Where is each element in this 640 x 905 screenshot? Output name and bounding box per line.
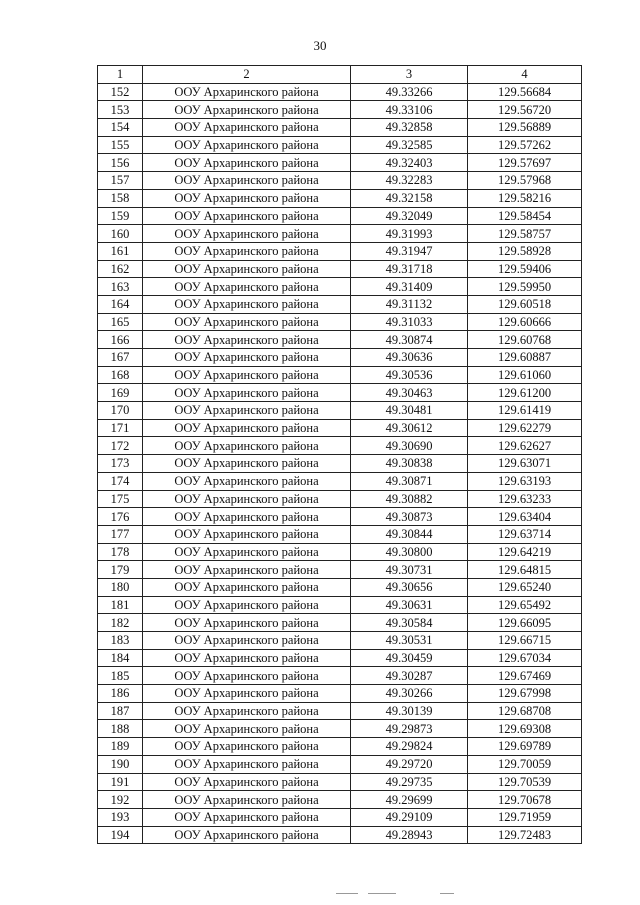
cell-name: ООУ Архаринского района — [143, 455, 351, 473]
cell-name: ООУ Архаринского района — [143, 561, 351, 579]
cell-number: 172 — [98, 437, 143, 455]
table-row — [98, 136, 582, 154]
cell-name: ООУ Архаринского района — [143, 349, 351, 367]
cell-name: ООУ Архаринского района — [143, 313, 351, 331]
cell-latitude: 49.32283 — [351, 172, 468, 190]
table-row — [98, 472, 582, 490]
table-row — [98, 773, 582, 791]
cell-longitude: 129.60887 — [468, 349, 582, 367]
table-row — [98, 295, 582, 313]
cell-longitude: 129.70678 — [468, 791, 582, 809]
table-row — [98, 525, 582, 543]
table-row — [98, 791, 582, 809]
cell-longitude: 129.69789 — [468, 738, 582, 756]
cell-name: ООУ Архаринского района — [143, 83, 351, 101]
cell-longitude: 129.62279 — [468, 419, 582, 437]
cell-latitude: 49.32049 — [351, 207, 468, 225]
cell-longitude: 129.58757 — [468, 225, 582, 243]
table-row — [98, 189, 582, 207]
cell-number: 157 — [98, 172, 143, 190]
cell-latitude: 49.32158 — [351, 189, 468, 207]
table-row — [98, 101, 582, 119]
cell-name: ООУ Архаринского района — [143, 667, 351, 685]
cell-latitude: 49.30631 — [351, 596, 468, 614]
cell-longitude: 129.63714 — [468, 525, 582, 543]
page-number: 30 — [313, 38, 327, 53]
table-header — [98, 66, 582, 84]
table-row — [98, 720, 582, 738]
cell-name: ООУ Архаринского района — [143, 402, 351, 420]
cell-name: ООУ Архаринского района — [143, 773, 351, 791]
table-row — [98, 578, 582, 596]
cell-latitude: 49.30287 — [351, 667, 468, 685]
table-row — [98, 119, 582, 137]
table-row — [98, 83, 582, 101]
cell-longitude: 129.57697 — [468, 154, 582, 172]
cell-name: ООУ Архаринского района — [143, 685, 351, 703]
cell-longitude: 129.60768 — [468, 331, 582, 349]
cell-number: 182 — [98, 614, 143, 632]
cell-number: 189 — [98, 738, 143, 756]
cell-name: ООУ Архаринского района — [143, 331, 351, 349]
cell-latitude: 49.30873 — [351, 508, 468, 526]
cell-latitude: 49.31033 — [351, 313, 468, 331]
cell-latitude: 49.30690 — [351, 437, 468, 455]
cell-longitude: 129.71959 — [468, 808, 582, 826]
cell-number: 191 — [98, 773, 143, 791]
cell-longitude: 129.56684 — [468, 83, 582, 101]
cell-name: ООУ Архаринского района — [143, 154, 351, 172]
cell-number: 175 — [98, 490, 143, 508]
cell-name: ООУ Архаринского района — [143, 437, 351, 455]
cell-longitude: 129.60666 — [468, 313, 582, 331]
cell-latitude: 49.30844 — [351, 525, 468, 543]
cell-number: 166 — [98, 331, 143, 349]
cell-number: 188 — [98, 720, 143, 738]
cell-name: ООУ Архаринского района — [143, 260, 351, 278]
cell-name: ООУ Архаринского района — [143, 791, 351, 809]
cell-latitude: 49.31947 — [351, 242, 468, 260]
table-row — [98, 632, 582, 650]
cell-name: ООУ Архаринского района — [143, 525, 351, 543]
table-row — [98, 313, 582, 331]
cell-name: ООУ Архаринского района — [143, 384, 351, 402]
cell-latitude: 49.29720 — [351, 755, 468, 773]
cell-latitude: 49.30536 — [351, 366, 468, 384]
cell-number: 161 — [98, 242, 143, 260]
cell-name: ООУ Архаринского района — [143, 207, 351, 225]
cell-name: ООУ Архаринского района — [143, 419, 351, 437]
table-row — [98, 366, 582, 384]
cell-longitude: 129.65492 — [468, 596, 582, 614]
cell-number: 160 — [98, 225, 143, 243]
table-row — [98, 826, 582, 844]
cell-latitude: 49.30800 — [351, 543, 468, 561]
cell-longitude: 129.63071 — [468, 455, 582, 473]
table-row — [98, 349, 582, 367]
cell-longitude: 129.67469 — [468, 667, 582, 685]
cell-latitude: 49.30481 — [351, 402, 468, 420]
cell-number: 152 — [98, 83, 143, 101]
cell-number: 192 — [98, 791, 143, 809]
cell-latitude: 49.32403 — [351, 154, 468, 172]
table-row — [98, 738, 582, 756]
cell-name: ООУ Архаринского района — [143, 366, 351, 384]
cell-number: 174 — [98, 472, 143, 490]
cell-number: 156 — [98, 154, 143, 172]
table-row — [98, 649, 582, 667]
cell-number: 194 — [98, 826, 143, 844]
cell-number: 162 — [98, 260, 143, 278]
cell-number: 193 — [98, 808, 143, 826]
cell-number: 169 — [98, 384, 143, 402]
cell-longitude: 129.64815 — [468, 561, 582, 579]
cell-latitude: 49.33266 — [351, 83, 468, 101]
cell-number: 164 — [98, 295, 143, 313]
cell-name: ООУ Архаринского района — [143, 278, 351, 296]
cell-number: 171 — [98, 419, 143, 437]
cell-number: 185 — [98, 667, 143, 685]
cell-latitude: 49.31132 — [351, 295, 468, 313]
cell-latitude: 49.32858 — [351, 119, 468, 137]
cell-number: 181 — [98, 596, 143, 614]
cell-latitude: 49.29699 — [351, 791, 468, 809]
table-row — [98, 225, 582, 243]
cell-name: ООУ Архаринского района — [143, 101, 351, 119]
footer-mark — [368, 893, 396, 894]
table-row — [98, 419, 582, 437]
cell-number: 159 — [98, 207, 143, 225]
cell-longitude: 129.61060 — [468, 366, 582, 384]
cell-number: 179 — [98, 561, 143, 579]
table-row — [98, 260, 582, 278]
cell-latitude: 49.29873 — [351, 720, 468, 738]
cell-number: 163 — [98, 278, 143, 296]
cell-longitude: 129.63404 — [468, 508, 582, 526]
table-row — [98, 402, 582, 420]
cell-name: ООУ Архаринского района — [143, 720, 351, 738]
cell-latitude: 49.33106 — [351, 101, 468, 119]
cell-number: 176 — [98, 508, 143, 526]
table-row — [98, 614, 582, 632]
cell-longitude: 129.70539 — [468, 773, 582, 791]
table-row — [98, 543, 582, 561]
cell-longitude: 129.59406 — [468, 260, 582, 278]
cell-latitude: 49.31409 — [351, 278, 468, 296]
table-row — [98, 702, 582, 720]
column-header-name: 2 — [143, 66, 351, 84]
cell-number: 173 — [98, 455, 143, 473]
cell-name: ООУ Архаринского района — [143, 172, 351, 190]
cell-latitude: 49.28943 — [351, 826, 468, 844]
cell-name: ООУ Архаринского района — [143, 826, 351, 844]
table-row — [98, 331, 582, 349]
table-row — [98, 561, 582, 579]
table-row — [98, 667, 582, 685]
cell-longitude: 129.61200 — [468, 384, 582, 402]
table-row — [98, 437, 582, 455]
cell-longitude: 129.68708 — [468, 702, 582, 720]
cell-latitude: 49.30874 — [351, 331, 468, 349]
cell-name: ООУ Архаринского района — [143, 632, 351, 650]
cell-latitude: 49.30459 — [351, 649, 468, 667]
cell-latitude: 49.30266 — [351, 685, 468, 703]
cell-latitude: 49.30584 — [351, 614, 468, 632]
cell-name: ООУ Архаринского района — [143, 508, 351, 526]
cell-number: 183 — [98, 632, 143, 650]
cell-number: 178 — [98, 543, 143, 561]
table-row — [98, 278, 582, 296]
cell-longitude: 129.66715 — [468, 632, 582, 650]
cell-latitude: 49.30612 — [351, 419, 468, 437]
cell-longitude: 129.63193 — [468, 472, 582, 490]
cell-name: ООУ Архаринского района — [143, 543, 351, 561]
cell-number: 177 — [98, 525, 143, 543]
cell-longitude: 129.57968 — [468, 172, 582, 190]
cell-name: ООУ Архаринского района — [143, 614, 351, 632]
cell-number: 158 — [98, 189, 143, 207]
cell-number: 155 — [98, 136, 143, 154]
coordinates-table — [97, 65, 582, 844]
cell-longitude: 129.65240 — [468, 578, 582, 596]
cell-latitude: 49.30731 — [351, 561, 468, 579]
cell-number: 154 — [98, 119, 143, 137]
column-header-number: 1 — [98, 66, 143, 84]
cell-name: ООУ Архаринского района — [143, 755, 351, 773]
cell-longitude: 129.64219 — [468, 543, 582, 561]
table-row — [98, 596, 582, 614]
table-row — [98, 755, 582, 773]
cell-number: 186 — [98, 685, 143, 703]
cell-name: ООУ Архаринского района — [143, 295, 351, 313]
table-body — [98, 83, 582, 844]
table-row — [98, 685, 582, 703]
column-header-longitude: 4 — [468, 66, 582, 84]
cell-longitude: 129.66095 — [468, 614, 582, 632]
cell-name: ООУ Архаринского района — [143, 578, 351, 596]
cell-longitude: 129.62627 — [468, 437, 582, 455]
table-row — [98, 508, 582, 526]
table-row — [98, 242, 582, 260]
cell-number: 187 — [98, 702, 143, 720]
table-row — [98, 207, 582, 225]
cell-number: 170 — [98, 402, 143, 420]
cell-number: 153 — [98, 101, 143, 119]
cell-name: ООУ Архаринского района — [143, 136, 351, 154]
cell-longitude: 129.70059 — [468, 755, 582, 773]
cell-longitude: 129.58928 — [468, 242, 582, 260]
table-row — [98, 490, 582, 508]
cell-longitude: 129.67034 — [468, 649, 582, 667]
table-row — [98, 808, 582, 826]
column-header-latitude: 3 — [351, 66, 468, 84]
cell-latitude: 49.30838 — [351, 455, 468, 473]
cell-name: ООУ Архаринского района — [143, 702, 351, 720]
cell-name: ООУ Архаринского района — [143, 738, 351, 756]
cell-latitude: 49.29109 — [351, 808, 468, 826]
footer-mark — [336, 893, 358, 894]
cell-longitude: 129.58216 — [468, 189, 582, 207]
cell-name: ООУ Архаринского района — [143, 242, 351, 260]
cell-longitude: 129.63233 — [468, 490, 582, 508]
cell-latitude: 49.30871 — [351, 472, 468, 490]
cell-latitude: 49.30139 — [351, 702, 468, 720]
cell-longitude: 129.59950 — [468, 278, 582, 296]
footer-mark — [440, 893, 454, 894]
cell-latitude: 49.30882 — [351, 490, 468, 508]
cell-latitude: 49.30531 — [351, 632, 468, 650]
cell-number: 165 — [98, 313, 143, 331]
cell-latitude: 49.30656 — [351, 578, 468, 596]
cell-longitude: 129.69308 — [468, 720, 582, 738]
cell-latitude: 49.29735 — [351, 773, 468, 791]
cell-latitude: 49.31718 — [351, 260, 468, 278]
cell-longitude: 129.67998 — [468, 685, 582, 703]
cell-name: ООУ Архаринского района — [143, 472, 351, 490]
cell-latitude: 49.30636 — [351, 349, 468, 367]
cell-latitude: 49.32585 — [351, 136, 468, 154]
table-row — [98, 172, 582, 190]
cell-longitude: 129.57262 — [468, 136, 582, 154]
cell-name: ООУ Архаринского района — [143, 808, 351, 826]
cell-number: 190 — [98, 755, 143, 773]
cell-latitude: 49.31993 — [351, 225, 468, 243]
table-row — [98, 384, 582, 402]
cell-longitude: 129.56720 — [468, 101, 582, 119]
cell-name: ООУ Архаринского района — [143, 189, 351, 207]
cell-number: 180 — [98, 578, 143, 596]
cell-longitude: 129.60518 — [468, 295, 582, 313]
cell-latitude: 49.29824 — [351, 738, 468, 756]
cell-name: ООУ Архаринского района — [143, 119, 351, 137]
cell-name: ООУ Архаринского района — [143, 596, 351, 614]
cell-longitude: 129.58454 — [468, 207, 582, 225]
table-row — [98, 455, 582, 473]
cell-name: ООУ Архаринского района — [143, 225, 351, 243]
cell-number: 168 — [98, 366, 143, 384]
cell-longitude: 129.56889 — [468, 119, 582, 137]
header-row — [98, 66, 582, 84]
cell-longitude: 129.61419 — [468, 402, 582, 420]
cell-number: 184 — [98, 649, 143, 667]
cell-number: 167 — [98, 349, 143, 367]
cell-name: ООУ Архаринского района — [143, 649, 351, 667]
cell-latitude: 49.30463 — [351, 384, 468, 402]
table-row — [98, 154, 582, 172]
cell-longitude: 129.72483 — [468, 826, 582, 844]
cell-name: ООУ Архаринского района — [143, 490, 351, 508]
